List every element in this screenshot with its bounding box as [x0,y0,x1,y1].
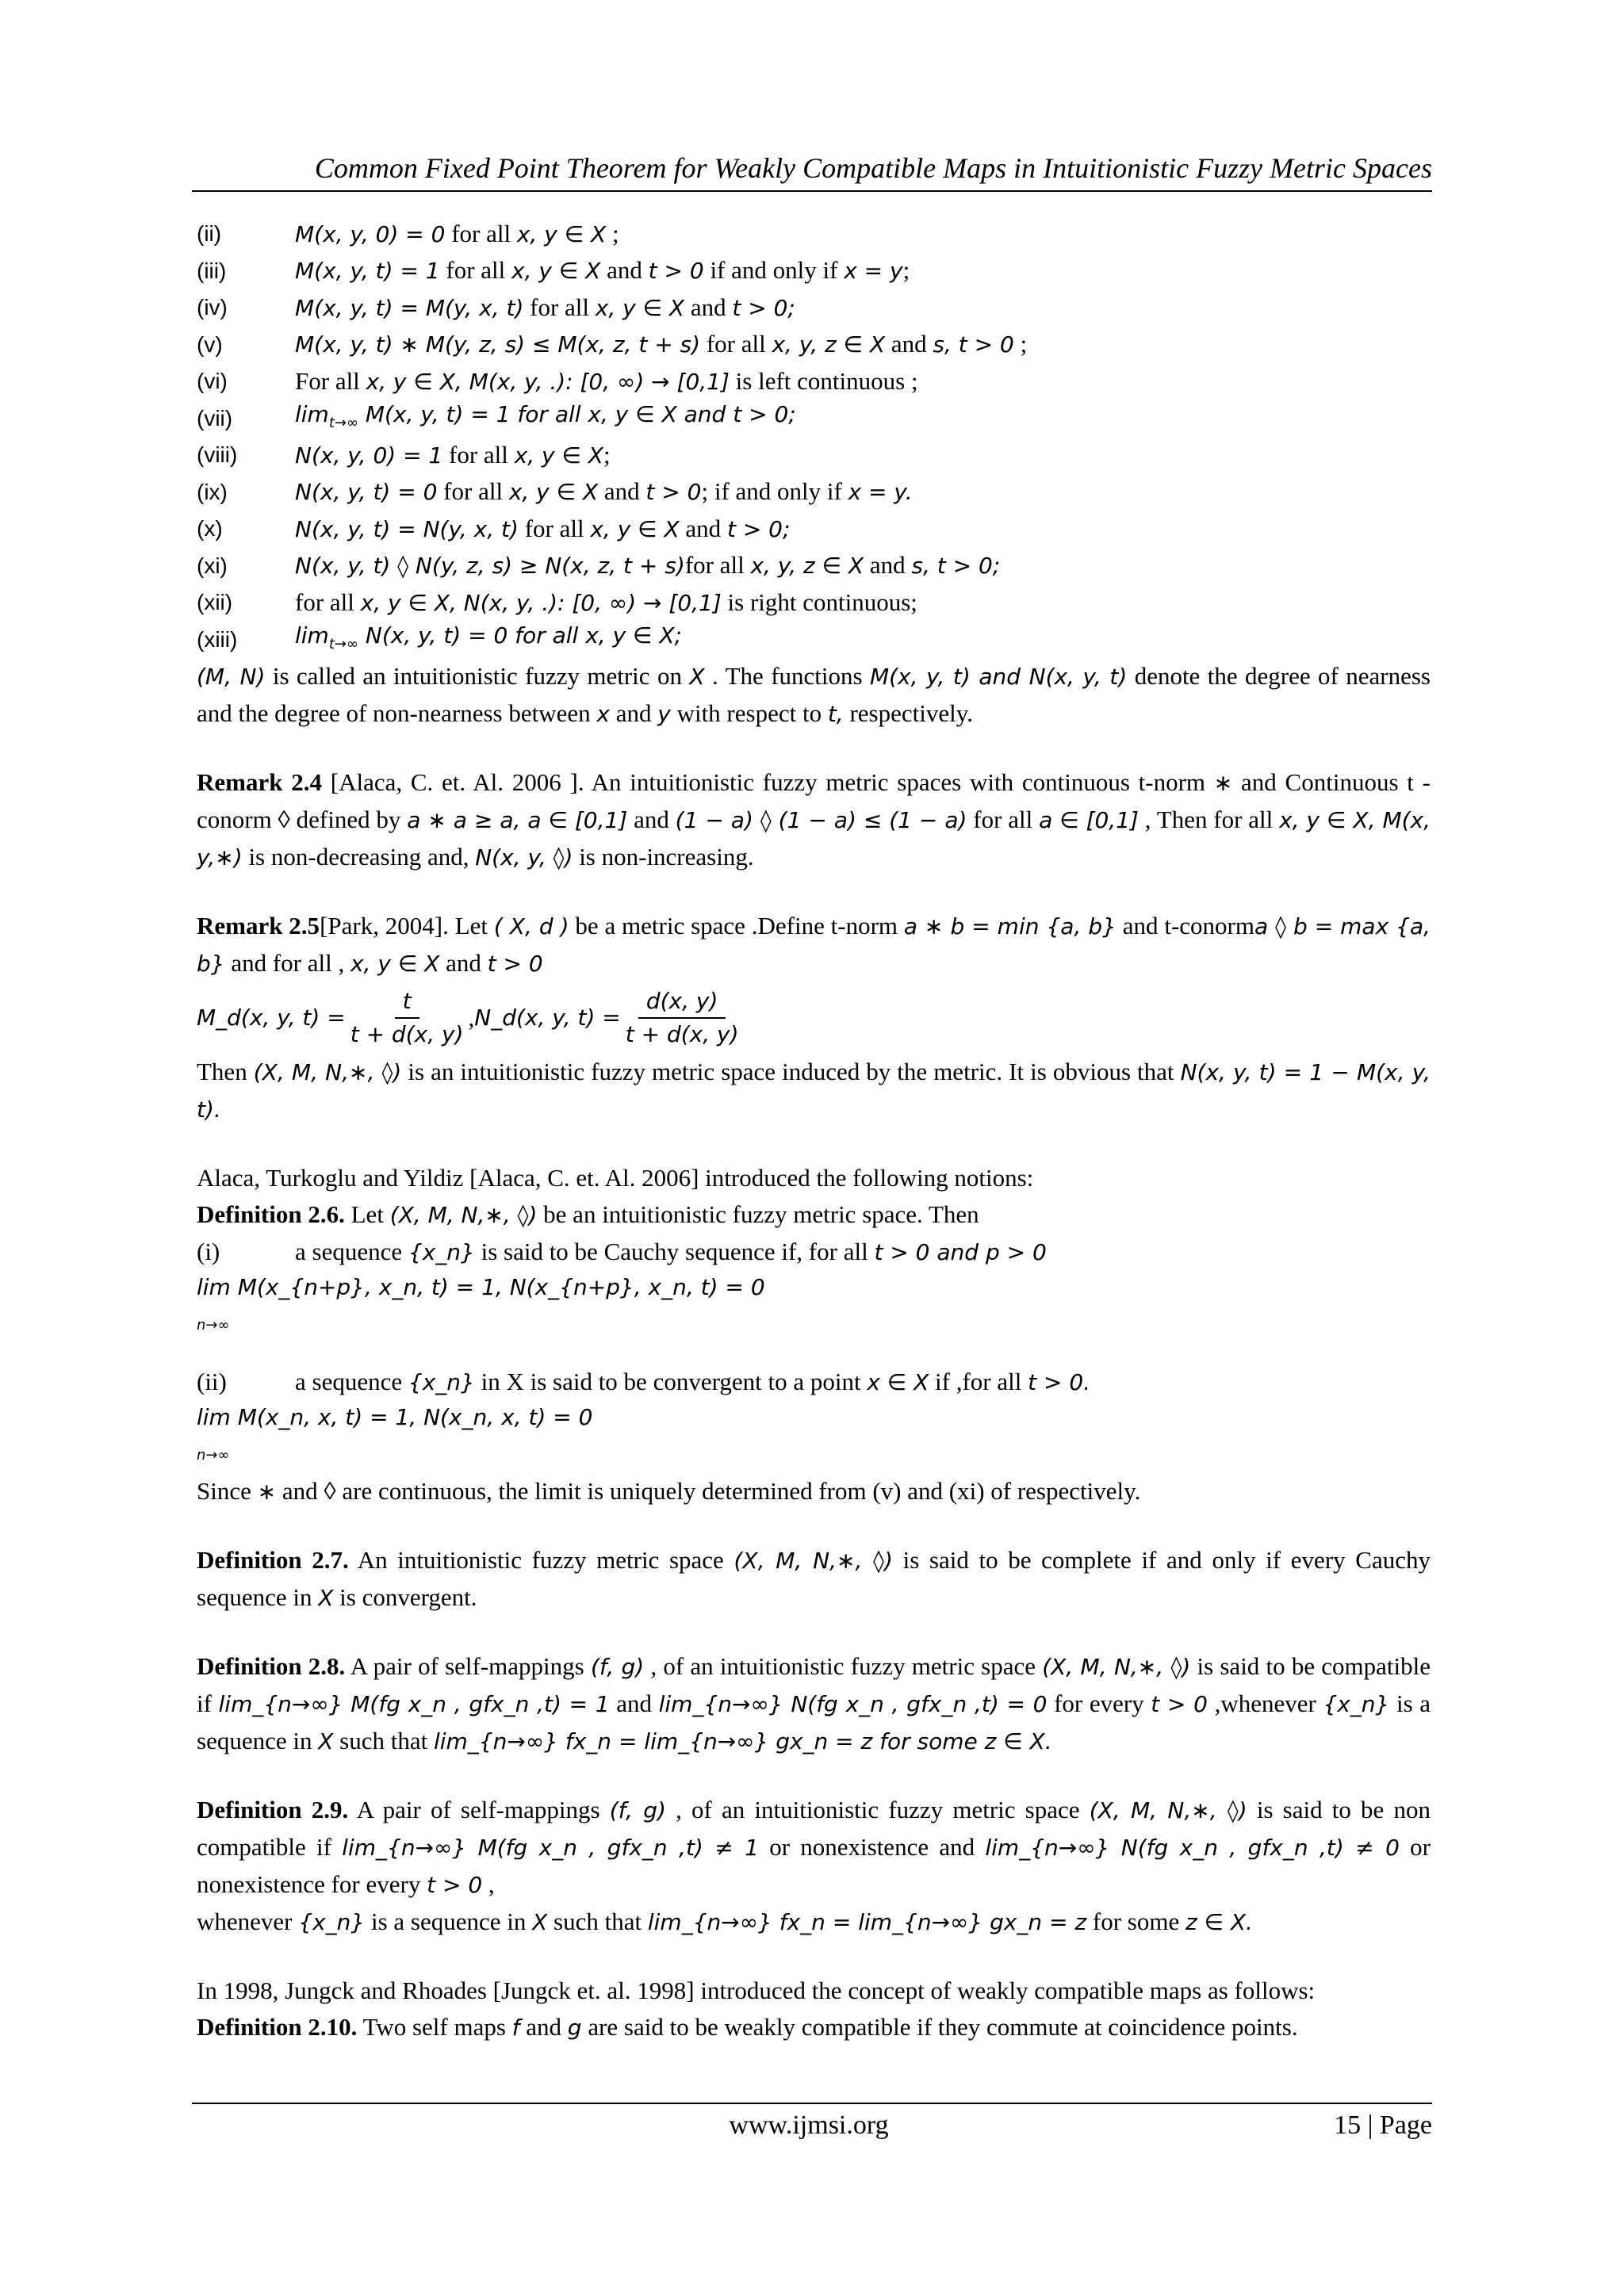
axiom-item: (xi) N(x, y, t) ◊ N(y, z, s) ≥ N(x, z, t + s)for all x, y, z ∈ X and s, t > 0; [197,551,1001,580]
definition-2-9: Definition 2.9. A pair of self-mappings (f, g) , of an intuitionistic fuzzy metric space (X, M, N,∗, ◊) is said to be non compatible if lim_{n→∞} M(fg x_n , gfx_n ,t) ≠ 1 or nonexistence and lim_{n→∞} N(fg x_n , gfx_n ,t) ≠ 0 or nonexistence for every t > 0 , whenever {x_n} is a sequence in X such that lim_{n→∞} fx_n = lim_{n→∞} gx_n = z for some z ∈ X. [197,1796,1431,1935]
axiom-item: (vi) For all x, y ∈ X, M(x, y, .): [0, ∞) → [0,1] is left continuous ; [197,366,918,395]
running-header: Common Fixed Point Theorem for Weakly Compatible Maps in Intuitionistic Fuzzy Metric Spaces [314,152,1432,184]
definition-2-10: Definition 2.10. Two self maps f and g are said to be weakly compatible if they commute at coincidence points. [197,2013,1298,2041]
cauchy-limit: lim M(x_{n+p}, x_n, t) = 1, N(x_{n+p}, x_n, t) = 0 n→∞ [197,1274,765,1334]
axiom-item: (iv) M(x, y, t) = M(y, x, t) for all x, y ∈ X and t > 0; [197,293,795,321]
axiom-item: (ii) M(x, y, 0) = 0 for all x, y ∈ X ; [197,219,619,247]
footer-rule [192,2103,1432,2104]
page-content [197,216,1431,2046]
header-rule [192,190,1432,192]
footer-page-number: 15 | Page [1334,2110,1432,2140]
axiom-item: (vii) $\lim_{t\to\infty} M(x$, y, t) = 1 for all x, y ∈ X and t > 0; [197,400,796,431]
alaca-intro: Alaca, Turkoglu and Yildiz [Alaca, C. et. Al. 2006] introduced the following notions: [197,1164,1034,1192]
axiom-item: (ix) N(x, y, t) = 0 for all x, y ∈ X and t > 0; if and only if x = y. [197,477,913,506]
remark-2-5: Remark 2.5[Park, 2004]. Let ( X, d ) be a metric space .Define t-norm a ∗ b = min {a, b} and t-conorma ◊ b = max {a, b} and for all , x, y ∈ X and t > 0 M_d(x, y, t) = $\frac{t}{t + d(x, y)}$ , N_d(x, y, t) = $\frac{d(x, y)}{t + d(x, y)}$ Then (X, M, N,∗, ◊) is an intuitionistic fuzzy metric space induced by the metric. It is obvious that N(x, y, t) = 1 − M(x, y, t). [197,912,1431,1123]
remark-2-4: Remark 2.4 [Alaca, C. et. Al. 2006 ]. An intuitionistic fuzzy metric spaces with continuous t-norm ∗ and Continuous t -conorm ◊ defined by a ∗ a ≥ a, a ∈ [0,1] and (1 − a) ◊ (1 − a) ≤ (1 − a) for all a ∈ [0,1] , Then for all x, y ∈ X, M(x, y,∗) is non-decreasing and, N(x, y, ◊) is non-increasing. [197,768,1431,871]
footer-site: www.ijmsi.org [729,2110,889,2140]
axiom-item: (xiii) $\lim_{t\to\infty} N(x$, y, t) = 0 for all x, y ∈ X; [197,622,682,652]
definition-2-6: Definition 2.6. Let (X, M, N,∗, ◊) be an intuitionistic fuzzy metric space. Then (i) a sequence {x_n} is said to be Cauchy sequence if, for all t > 0 and p > 0 lim M(x_{n+p}, x_n, t) = 1, N(x_{n+p}, x_n, t) = 0 n→∞ (ii) a sequence {x_n} in X is said to be convergent to a point x ∈ X if ,for all t > 0. lim M(x_n, x, t) = 1, N(x_n, x, t) = 0 n→∞ Since ∗ and ◊ are continuous, the limit is uniquely determined from (v) and (xi) of respectively. [197,1196,1431,1510]
definition-2-7: Definition 2.7. An intuitionistic fuzzy metric space (X, M, N,∗, ◊) is said to be complete if and only if every Cauchy sequence in X is convergent. [197,1546,1431,1611]
axiom-item: (viii) N(x, y, 0) = 1 for all x, y ∈ X; [197,440,611,469]
called-paragraph: (M, N) is called an intuitionistic fuzzy metric on X . The functions M(x, y, t) and N(x, y, t) denote the degree of nearness and the degree of non-nearness between x and y with respect to t, respectively. [197,662,1431,727]
definition-2-8: Definition 2.8. A pair of self-mappings (f, g) , of an intuitionistic fuzzy metric space (X, M, N,∗, ◊) is said to be compatible if lim_{n→∞} M(fg x_n , gfx_n ,t) = 1 and lim_{n→∞} N(fg x_n , gfx_n ,t) = 0 for every t > 0 ,whenever {x_n} is a sequence in X such that lim_{n→∞} fx_n = lim_{n→∞} gx_n = z for some z ∈ X. [197,1652,1431,1755]
convergent-limit: lim M(x_n, x, t) = 1, N(x_n, x, t) = 0 n→∞ [197,1404,593,1464]
metric-formula: M_d(x, y, t) = $\frac{t}{t + d(x, y)}$ , N_d(x, y, t) = $\frac{d(x, y)}{t + d(x, y)}$ [197,982,1431,1054]
axiom-list [197,216,1431,658]
jungck-intro: In 1998, Jungck and Rhoades [Jungck et. al. 1998] introduced the concept of weakly compatible maps as follows: [197,1976,1316,2004]
axiom-item: (iii) M(x, y, t) = 1 for all x, y ∈ X and t > 0 if and only if x = y; [197,256,910,285]
axiom-item: (xii) for all x, y ∈ X, N(x, y, .): [0, ∞) → [0,1] is right continuous; [197,587,917,616]
axiom-item: (v) M(x, y, t) ∗ M(y, z, s) ≤ M(x, z, t + s) for all x, y, z ∈ X and s, t > 0 ; [197,330,1028,358]
axiom-item: (x) N(x, y, t) = N(y, x, t) for all x, y ∈ X and t > 0; [197,514,791,542]
